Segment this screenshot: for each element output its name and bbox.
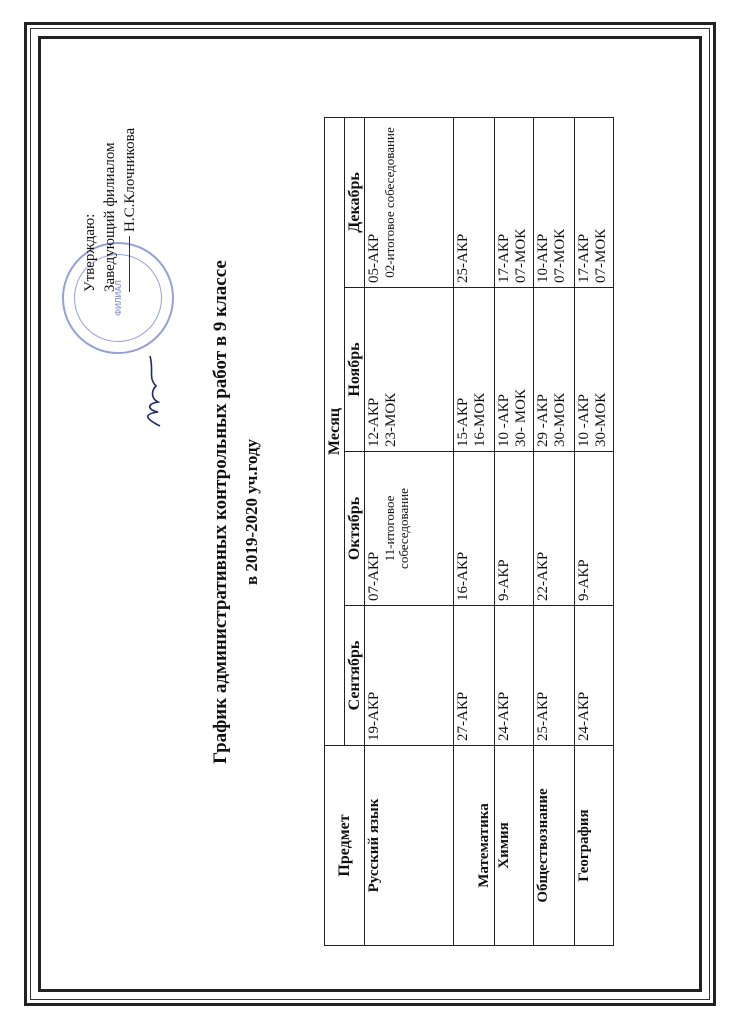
cell-line: 24-АКР [496, 691, 512, 741]
cell-line: 17-АКР [496, 233, 512, 283]
date-cell [575, 452, 614, 606]
cell-line: 9-АКР [576, 559, 592, 601]
date-cell [534, 117, 575, 287]
cell-line: 05-АКР [366, 233, 382, 283]
cell-line: 9-АКР [496, 559, 512, 601]
date-cell [575, 288, 614, 452]
cell-line: 24-АКР [576, 691, 592, 741]
cell-line: 02-итоговое собеседование [382, 127, 397, 278]
document-subtitle: в 2019-2020 уч.году [242, 438, 261, 586]
subject-cell: Обществознание [534, 746, 575, 946]
approval-block [80, 12, 140, 292]
cell-line: 27-АКР [455, 691, 471, 741]
cell-line: 07-АКР [366, 551, 382, 601]
approval-line-2: Заведующий филиалом [102, 142, 118, 292]
cell-line: 10 -АКР [576, 394, 592, 447]
date-cell [495, 117, 534, 287]
cell-line: 07-МОК [552, 228, 568, 283]
approval-line-3-wrap [120, 12, 140, 292]
month-september: Сентябрь [345, 606, 365, 746]
date-cell [534, 606, 575, 746]
document-title: График административных контрольных работ в 9 классе [210, 260, 231, 764]
date-cell [365, 606, 454, 746]
cell-line: 11-итоговое собеседование [382, 488, 411, 569]
approval-line-1: Утверждаю: [82, 213, 98, 292]
table-row [365, 117, 454, 945]
handwritten-signature [140, 352, 166, 430]
month-header: Месяц [325, 117, 345, 745]
date-cell [575, 606, 614, 746]
cell-line: 25-АКР [455, 233, 471, 283]
month-october: Октябрь [345, 452, 365, 606]
month-november: Ноябрь [345, 288, 365, 452]
subject-cell: География [575, 746, 614, 946]
cell-line: 12-АКР [366, 397, 382, 447]
cell-line: 15-АКР [455, 397, 471, 447]
cell-line: 30-МОК [552, 392, 568, 447]
date-cell [454, 606, 495, 746]
subject-cell: Химия [495, 746, 534, 946]
cell-line: 16-МОК [472, 392, 488, 447]
date-cell [534, 288, 575, 452]
date-cell [454, 117, 495, 287]
date-cell [365, 117, 454, 287]
table-row [534, 117, 575, 945]
date-cell [575, 117, 614, 287]
subject-header: Предмет [325, 746, 365, 946]
signature-line [129, 236, 130, 292]
cell-line: 19-АКР [366, 691, 382, 741]
rotated-document [62, 42, 682, 982]
cell-line: 17-АКР [576, 233, 592, 283]
cell-line: 29 -АКР [535, 394, 551, 447]
table-row [495, 117, 534, 945]
cell-line: 07-МОК [593, 228, 609, 283]
date-cell [365, 288, 454, 452]
date-cell [534, 452, 575, 606]
subject-cell: Математика [454, 746, 495, 946]
date-cell [495, 288, 534, 452]
cell-line: 22-АКР [535, 551, 551, 601]
header-row-1 [325, 117, 345, 945]
cell-line: 10 -АКР [496, 394, 512, 447]
cell-line: 23-МОК [383, 392, 399, 447]
approval-line-3: Н.С.Клочникова [122, 127, 138, 232]
cell-line: 25-АКР [535, 691, 551, 741]
stamp-text: ФИЛИАЛ [113, 280, 123, 316]
date-cell [495, 606, 534, 746]
date-cell [365, 452, 454, 606]
date-cell [454, 288, 495, 452]
date-cell [454, 452, 495, 606]
month-december: Декабрь [345, 117, 365, 287]
cell-line: 30-МОК [593, 392, 609, 447]
cell-line: 30- МОК [513, 389, 529, 447]
cell-line: 16-АКР [455, 551, 471, 601]
subject-cell: Русский язык [365, 746, 454, 946]
table-row [454, 117, 495, 945]
table-row [575, 117, 614, 945]
cell-line: 10-АКР [535, 233, 551, 283]
date-cell [495, 452, 534, 606]
schedule-table [324, 117, 614, 946]
cell-line: 07-МОК [513, 228, 529, 283]
